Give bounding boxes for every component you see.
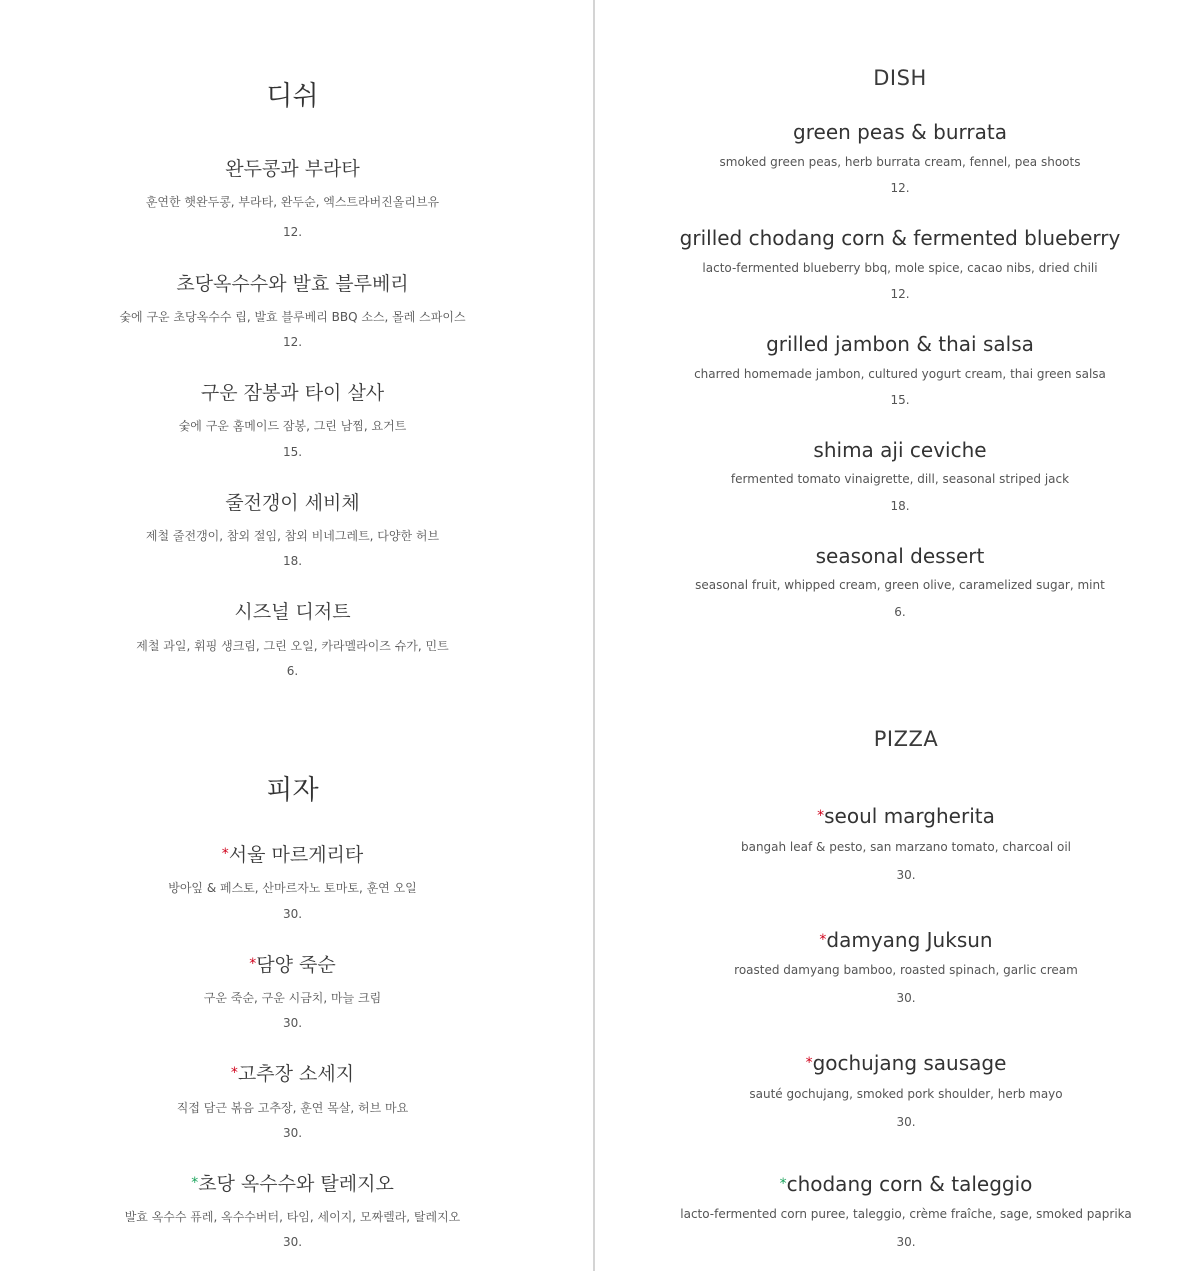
pizza-item-desc: 방아잎 & 페스토, 산마르자노 토마토, 훈연 오일 bbox=[168, 881, 417, 895]
pizza-item-name bbox=[614, 928, 1198, 952]
pizza-item-desc: bangah leaf & pesto, san marzano tomato, charcoal oil bbox=[740, 840, 1072, 854]
signature-star-icon: * bbox=[819, 932, 827, 948]
dish-item-price: 12. bbox=[282, 225, 303, 239]
dish-item-desc: seasonal fruit, whipped cream, green olive, caramelized sugar, mint bbox=[695, 578, 1105, 592]
signature-star-icon: * bbox=[805, 1055, 813, 1071]
dish-item-desc: fermented tomato vinaigrette, dill, seasonal striped jack bbox=[730, 472, 1070, 486]
pizza-item-name-text: gochujang sausage bbox=[812, 1051, 1007, 1075]
dish-item-desc: 훈연한 햇완두콩, 부라타, 완두순, 엑스트라버진올리브유 bbox=[145, 195, 440, 209]
pizza-item-name-text: seoul margherita bbox=[824, 804, 995, 828]
pizza-item-desc: 구운 죽순, 구운 시금치, 마늘 크림 bbox=[203, 991, 382, 1005]
dish-section-title-ko: 디쉬 bbox=[266, 81, 319, 112]
pizza-item-name-text: chodang corn & taleggio bbox=[786, 1172, 1033, 1196]
pizza-item-name bbox=[614, 1051, 1198, 1075]
pizza-item-desc: 발효 옥수수 퓨레, 옥수수버터, 타임, 세이지, 모짜렐라, 탈레지오 bbox=[124, 1210, 461, 1224]
pizza-item-price: 30. bbox=[282, 1126, 303, 1140]
pizza-item-name bbox=[614, 804, 1198, 828]
pizza-item-price: 30. bbox=[282, 1235, 303, 1249]
pizza-item-desc: roasted damyang bamboo, roasted spinach, garlic cream bbox=[734, 963, 1078, 977]
pizza-section-title-en: PIZZA bbox=[873, 727, 939, 751]
pizza-item-name bbox=[614, 1172, 1198, 1196]
english-menu-column bbox=[602, 0, 1198, 1271]
pizza-item-price: 30. bbox=[282, 1016, 303, 1030]
dish-item-price: 6. bbox=[286, 664, 299, 678]
dish-item-desc: 제철 과일, 휘핑 생크림, 그린 오일, 카라멜라이즈 슈가, 민트 bbox=[136, 639, 449, 653]
signature-star-icon: * bbox=[249, 956, 257, 972]
pizza-item-name bbox=[0, 1169, 585, 1196]
dish-section-title-en: DISH bbox=[873, 66, 927, 90]
dish-item-price: 18. bbox=[890, 499, 910, 513]
dish-item-name: 줄전갱이 세비체 bbox=[225, 492, 360, 514]
signature-star-icon: * bbox=[817, 808, 825, 824]
vegetarian-star-icon: * bbox=[191, 1175, 199, 1191]
pizza-item-name-text: 초당 옥수수와 탈레지오 bbox=[198, 1173, 394, 1195]
dish-item-price: 18. bbox=[282, 554, 303, 568]
dish-item-price: 12. bbox=[890, 287, 910, 301]
dish-item-name: shima aji ceviche bbox=[813, 438, 987, 462]
dish-item-name: 완두콩과 부라타 bbox=[225, 158, 360, 180]
pizza-item-name-text: 서울 마르게리타 bbox=[228, 844, 364, 866]
pizza-item-desc: 직접 담근 볶음 고추장, 훈연 목살, 허브 마요 bbox=[176, 1101, 409, 1115]
pizza-item-price: 30. bbox=[896, 868, 916, 882]
dish-item-name: green peas & burrata bbox=[793, 120, 1007, 144]
korean-menu-column bbox=[0, 0, 585, 1271]
pizza-item-price: 30. bbox=[896, 1115, 916, 1129]
pizza-item-name bbox=[0, 950, 585, 977]
pizza-item-name bbox=[0, 1059, 585, 1086]
dish-item-price: 15. bbox=[890, 393, 910, 407]
dish-item-desc: 제철 줄전갱이, 참외 절임, 참외 비네그레트, 다양한 허브 bbox=[145, 529, 440, 543]
pizza-item-price: 30. bbox=[282, 907, 303, 921]
dish-item-desc: smoked green peas, herb burrata cream, fennel, pea shoots bbox=[719, 155, 1081, 169]
pizza-section-title-ko: 피자 bbox=[266, 775, 319, 806]
dish-item-desc: charred homemade jambon, cultured yogurt cream, thai green salsa bbox=[694, 367, 1106, 381]
dish-item-name: 시즈널 디저트 bbox=[234, 601, 351, 623]
pizza-item-name-text: 고추장 소세지 bbox=[237, 1063, 355, 1085]
dish-item-name: 구운 잠봉과 타이 살사 bbox=[200, 382, 385, 404]
dish-item-desc: lacto-fermented blueberry bbq, mole spice, cacao nibs, dried chili bbox=[702, 261, 1098, 275]
dish-item-desc: 숯에 구운 초당옥수수 립, 발효 블루베리 BBQ 소스, 몰레 스파이스 bbox=[119, 310, 466, 324]
pizza-item-price: 30. bbox=[896, 1235, 916, 1249]
pizza-item-name-text: 담양 죽순 bbox=[256, 954, 336, 976]
pizza-item-desc: sauté gochujang, smoked pork shoulder, herb mayo bbox=[749, 1087, 1063, 1101]
dish-item-name: grilled jambon & thai salsa bbox=[766, 332, 1034, 356]
column-divider bbox=[593, 0, 595, 1271]
dish-item-name: 초당옥수수와 발효 블루베리 bbox=[176, 273, 409, 295]
pizza-item-price: 30. bbox=[896, 991, 916, 1005]
pizza-item-desc: lacto-fermented corn puree, taleggio, crème fraîche, sage, smoked paprika bbox=[680, 1207, 1132, 1221]
signature-star-icon: * bbox=[221, 846, 229, 862]
signature-star-icon: * bbox=[230, 1065, 238, 1081]
pizza-item-name-text: damyang Juksun bbox=[826, 928, 993, 952]
pizza-item-name bbox=[0, 840, 585, 867]
vegetarian-star-icon: * bbox=[779, 1176, 787, 1192]
dish-item-price: 6. bbox=[894, 605, 906, 619]
dish-item-desc: 숯에 구운 홈메이드 잠봉, 그린 남찜, 요거트 bbox=[178, 419, 407, 433]
dish-item-price: 15. bbox=[282, 445, 303, 459]
dish-item-name: seasonal dessert bbox=[815, 544, 985, 568]
dish-item-price: 12. bbox=[890, 181, 910, 195]
dish-item-name: grilled chodang corn & fermented blueberry bbox=[679, 226, 1121, 250]
dish-item-price: 12. bbox=[282, 335, 303, 349]
